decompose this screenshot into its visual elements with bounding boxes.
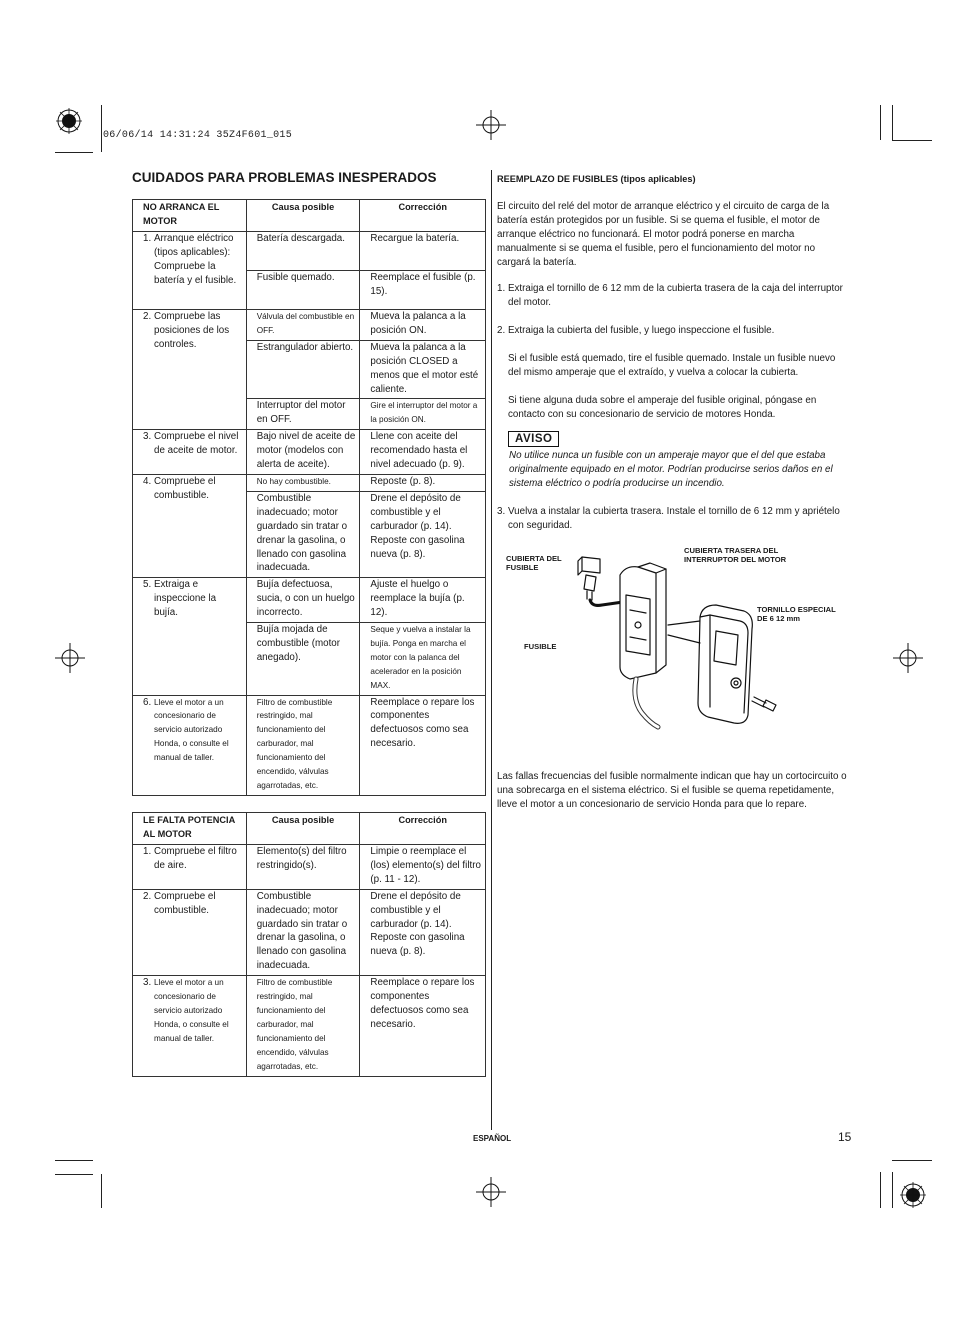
symptom-cell: 1. Arranque eléctrico (tipos aplicables): Compruebe la batería y el fusible.: [133, 232, 247, 310]
table-row: [133, 232, 486, 271]
column-header: LE FALTA POTENCIA AL MOTOR: [133, 813, 247, 845]
cause-cell: Batería descargada.: [246, 232, 360, 271]
cause-cell: Interruptor del motor en OFF.: [246, 399, 360, 430]
symptom-cell: 3. Compruebe el nivel de aceite de motor.: [133, 430, 247, 475]
cause-cell: Válvula del combustible en OFF.: [246, 310, 360, 341]
table-row: [133, 430, 486, 475]
fix-cell: Reemplace o repare los componentes defectuosos como sea necesario.: [360, 976, 486, 1076]
troubleshooting-table-no-start: [132, 199, 486, 796]
table-row: [133, 695, 486, 795]
cause-cell: No hay combustible.: [246, 474, 360, 491]
cause-cell: Combustible inadecuado; motor guardado sin tratar o drenar la gasolina, o llenado con gasolina inadecuada.: [246, 889, 360, 975]
cause-cell: Bajo nivel de aceite de motor (modelos con alerta de aceite).: [246, 430, 360, 475]
column-header: Causa posible: [246, 200, 360, 232]
fix-cell: Drene el depósito de combustible y el carburador (p. 14). Reposte con gasolina nueva (p. 8).: [360, 889, 486, 975]
crosshair-top: [476, 110, 506, 140]
step-3: 3. Vuelva a instalar la cubierta trasera. Instale el tornillo de 6 12 mm y apriételo con seguridad.: [497, 506, 840, 531]
label-rear-cover: CUBIERTA TRASERA DEL INTERRUPTOR DEL MOTOR: [684, 546, 787, 564]
table-row: [133, 578, 486, 623]
notice-text: No utilice nunca un fusible con un amperaje mayor que el del que estaba originalmente equipado en el motor. Podrían producirse serios daños en el sistema eléctrico o podría producirse un incendio.: [509, 450, 833, 489]
section-heading: REEMPLAZO DE FUSIBLES (tipos aplicables): [497, 174, 696, 184]
cause-cell: Bujía defectuosa, sucia, o con un huelgo incorrecto.: [246, 578, 360, 623]
page-number: 15: [838, 1130, 852, 1144]
fix-cell: Mueva la palanca a la posición ON.: [360, 310, 486, 341]
fix-cell: Gire el interruptor del motor a la posición ON.: [360, 399, 486, 430]
troubleshooting-table-low-power: [132, 812, 486, 1077]
fix-cell: Drene el depósito de combustible y el carburador (p. 14). Reposte con gasolina nueva (p. 8).: [360, 491, 486, 577]
footer-language: ESPAÑOL: [473, 1134, 512, 1143]
print-stamp: 06/06/14 14:31:24 35Z4F601_015: [103, 130, 293, 141]
fix-cell: Ajuste el huelgo o reemplace la bujía (p. 12).: [360, 578, 486, 623]
symptom-cell: 3. Lleve el motor a un concesionario de servicio autorizado Honda, o consulte el manual de taller.: [133, 976, 247, 1076]
symptom-cell: 6. Lleve el motor a un concesionario de servicio autorizado Honda, o consulte el manual de taller.: [133, 695, 247, 795]
symptom-cell: 4. Compruebe el combustible.: [133, 474, 247, 577]
column-header: Causa posible: [246, 813, 360, 845]
fix-cell: Reemplace el fusible (p. 15).: [360, 271, 486, 310]
cause-cell: Estrangulador abierto.: [246, 340, 360, 399]
column-header: Corrección: [360, 200, 486, 232]
registration-target-bottom-right: [898, 1180, 928, 1210]
step-2: 2. Extraiga la cubierta del fusible, y luego inspeccione el fusible.: [497, 325, 775, 336]
step-1: 1. Extraiga el tornillo de 6 12 mm de la cubierta trasera de la caja del interruptor del motor.: [497, 283, 843, 308]
step-2-note: Si el fusible está quemado, tire el fusible quemado. Instale un fusible nuevo del mismo amperaje que el extraído, y vuelva a colocar la cubierta.: [508, 353, 836, 378]
table-row: [133, 889, 486, 975]
crosshair-left: [55, 643, 85, 673]
cause-cell: Combustible inadecuado; motor guardado sin tratar o drenar la gasolina, o llenado con gasolina inadecuada.: [246, 491, 360, 577]
registration-target-top-left: [54, 106, 84, 136]
fuse-replacement-illustration: [560, 555, 790, 730]
fix-cell: Reposte (p. 8).: [360, 474, 486, 491]
cause-cell: Filtro de combustible restringido, mal funcionamiento del carburador, mal funcionamiento del encendido, válvulas agarrotadas, etc.: [246, 976, 360, 1076]
label-fuse: FUSIBLE: [524, 642, 557, 651]
table-row: [133, 845, 486, 890]
symptom-cell: 1. Compruebe el filtro de aire.: [133, 845, 247, 890]
fix-cell: Llene con aceite del recomendado hasta el nivel adecuado (p. 9).: [360, 430, 486, 475]
cause-cell: Filtro de combustible restringido, mal funcionamiento del carburador, mal funcionamiento del encendido, válvulas agarrotadas, etc.: [246, 695, 360, 795]
table-header-row: [133, 200, 486, 232]
column-header: Corrección: [360, 813, 486, 845]
table-row: [133, 310, 486, 341]
label-fuse-cover: CUBIERTA DEL FUSIBLE: [506, 554, 562, 572]
fix-cell: Reemplace o repare los componentes defectuosos como sea necesario.: [360, 695, 486, 795]
crosshair-bottom: [476, 1177, 506, 1207]
cause-cell: Elemento(s) del filtro restringido(s).: [246, 845, 360, 890]
cause-cell: Bujía mojada de combustible (motor anegado).: [246, 623, 360, 696]
closing-paragraph: Las fallas frecuencias del fusible normalmente indican que hay un cortocircuito o una sobrecarga en el sistema eléctrico. Si el fusible se quema repetidamente, lleve el motor a un concesionario de servicio Honda para que lo repare.: [497, 771, 847, 810]
fix-cell: Recargue la batería.: [360, 232, 486, 271]
notice-label: AVISO: [508, 431, 559, 447]
fix-cell: Mueva la palanca a la posición CLOSED a menos que el motor esté caliente.: [360, 340, 486, 399]
page-title: CUIDADOS PARA PROBLEMAS INESPERADOS: [132, 170, 437, 185]
symptom-cell: 2. Compruebe las posiciones de los controles.: [133, 310, 247, 430]
column-divider: [491, 170, 492, 1130]
table-header-row: [133, 813, 486, 845]
crosshair-right: [893, 643, 923, 673]
label-special-screw: TORNILLO ESPECIAL DE 6 12 mm: [757, 605, 836, 623]
table-row: [133, 474, 486, 491]
symptom-cell: 5. Extraiga e inspeccione la bujía.: [133, 578, 247, 695]
table-row: [133, 976, 486, 1076]
fix-cell: Seque y vuelva a instalar la bujía. Ponga en marcha el motor con la palanca del acelerador en la posición MAX.: [360, 623, 486, 696]
cause-cell: Fusible quemado.: [246, 271, 360, 310]
symptom-cell: 2. Compruebe el combustible.: [133, 889, 247, 975]
fix-cell: Limpie o reemplace el (los) elemento(s) del filtro (p. 11 - 12).: [360, 845, 486, 890]
intro-paragraph: El circuito del relé del motor de arranque eléctrico y el circuito de carga de la batería están protegidos por un fusible. Si se quema el fusible, el motor de arranque eléctrico no funcionará. El motor podrá ponerse en marcha manualmente si se quema el fusible, pero el funcionamiento del motor no cargará la batería.: [497, 201, 830, 268]
step-2-note: Si tiene alguna duda sobre el amperaje del fusible original, póngase en contacto con su concesionario de servicio de motores Honda.: [508, 395, 817, 420]
column-header: NO ARRANCA EL MOTOR: [133, 200, 247, 232]
